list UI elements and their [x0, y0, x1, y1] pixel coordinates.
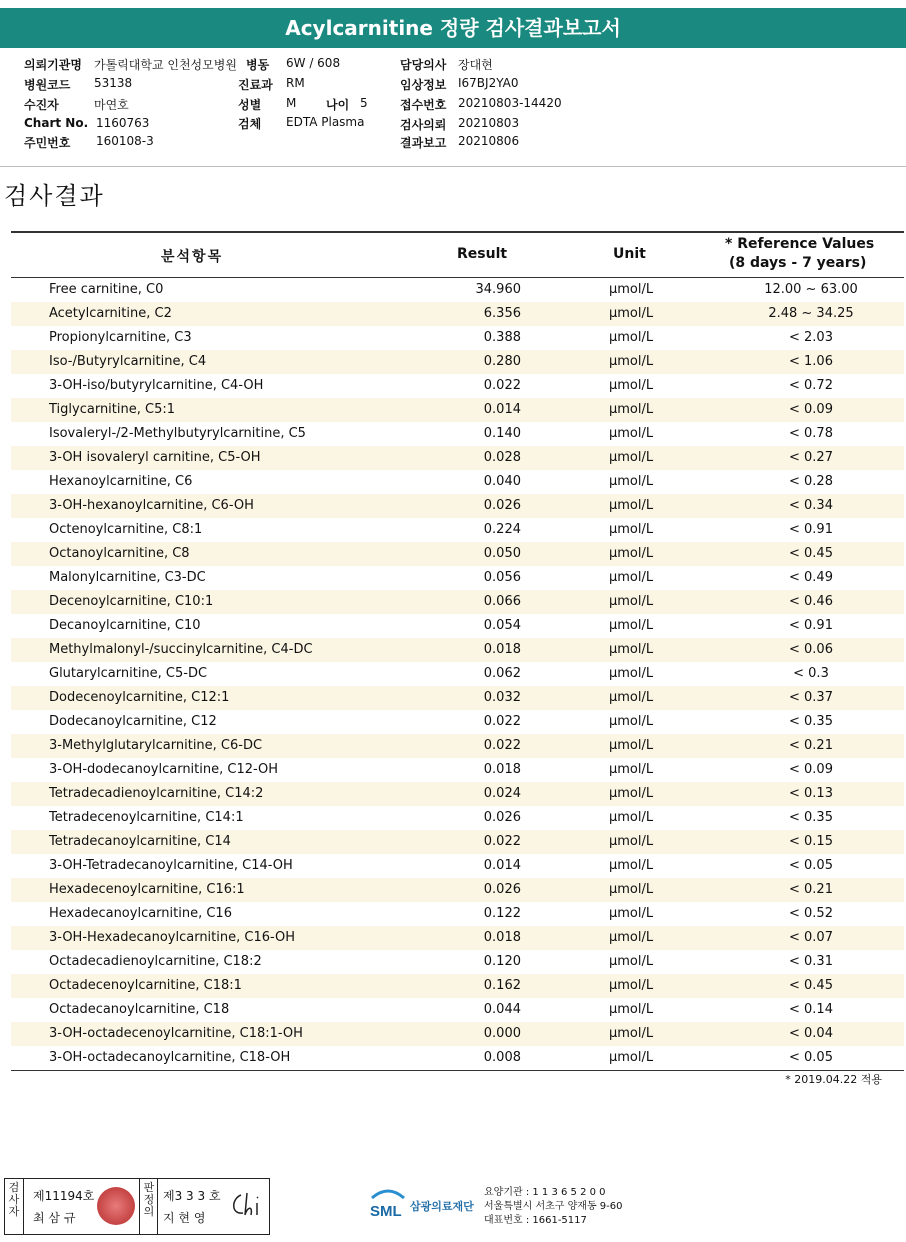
company-address: 서울특별시 서초구 양재동 9-60	[484, 1201, 623, 1212]
unit-value: μmol/L	[608, 498, 654, 513]
sig-divider	[139, 1179, 140, 1234]
table-row	[11, 854, 904, 878]
table-body	[11, 278, 904, 1070]
resident-label: 주민번호	[24, 136, 71, 150]
table-row	[11, 806, 904, 830]
unit-value: μmol/L	[608, 1026, 654, 1041]
age-label: 나이	[326, 98, 350, 112]
result-value: 0.122	[483, 906, 521, 921]
analyte-name: Dodecanoylcarnitine, C12	[49, 714, 217, 729]
table-row	[11, 686, 904, 710]
analyte-name: 3-OH-octadecenoylcarnitine, C18:1-OH	[49, 1026, 303, 1041]
reference-value: < 0.04	[789, 1026, 833, 1041]
specimen-value: EDTA Plasma	[286, 115, 365, 129]
patient-label: 수진자	[24, 98, 59, 112]
analyte-name: Tetradecenoylcarnitine, C14:1	[49, 810, 244, 825]
analyte-name: 3-OH-Tetradecanoylcarnitine, C14-OH	[49, 858, 293, 873]
unit-value: μmol/L	[608, 810, 654, 825]
reference-value: < 0.28	[789, 474, 833, 489]
header-result: Result	[457, 246, 508, 262]
table-row	[11, 350, 904, 374]
table-row	[11, 446, 904, 470]
clinical-label: 임상정보	[400, 78, 447, 92]
result-value: 0.018	[483, 642, 521, 657]
unit-value: μmol/L	[608, 666, 654, 681]
unit-value: μmol/L	[608, 522, 654, 537]
unit-value: μmol/L	[608, 546, 654, 561]
reference-value: < 0.06	[789, 642, 833, 657]
sml-logo-icon	[368, 1186, 408, 1222]
reference-value: < 0.52	[789, 906, 833, 921]
report-title: Acylcarnitine 정량 검사결과보고서	[0, 8, 906, 48]
reference-value: < 0.07	[789, 930, 833, 945]
approver-vertical-label: 판정의	[143, 1181, 155, 1218]
result-value: 0.022	[483, 738, 521, 753]
unit-value: μmol/L	[608, 306, 654, 321]
unit-value: μmol/L	[608, 1002, 654, 1017]
reference-value: < 0.09	[789, 762, 833, 777]
header-divider	[0, 166, 906, 167]
result-value: 0.280	[483, 354, 521, 369]
table-row	[11, 830, 904, 854]
ward-value: 6W / 608	[286, 56, 341, 70]
reference-value: < 0.91	[789, 522, 833, 537]
reference-value: < 0.05	[789, 1050, 833, 1065]
reference-value: < 0.3	[793, 666, 829, 681]
table-row	[11, 326, 904, 350]
result-value: 0.140	[483, 426, 521, 441]
analyte-name: Hexanoylcarnitine, C6	[49, 474, 193, 489]
reference-value: < 0.72	[789, 378, 833, 393]
seal-icon	[97, 1187, 135, 1225]
reference-value: < 0.35	[789, 714, 833, 729]
result-value: 0.018	[483, 762, 521, 777]
table-bottom-rule	[11, 1070, 904, 1071]
sig-divider	[157, 1179, 158, 1234]
unit-value: μmol/L	[608, 954, 654, 969]
analyte-name: Free carnitine, C0	[49, 282, 164, 297]
dept-value: RM	[286, 76, 305, 90]
analyte-name: Tetradecanoylcarnitine, C14	[49, 834, 231, 849]
result-value: 0.062	[483, 666, 521, 681]
table-row	[11, 470, 904, 494]
analyte-name: Glutarylcarnitine, C5-DC	[49, 666, 208, 681]
unit-value: μmol/L	[608, 594, 654, 609]
result-value: 0.000	[483, 1026, 521, 1041]
reference-value: < 0.45	[789, 978, 833, 993]
result-value: 0.026	[483, 882, 521, 897]
result-value: 0.066	[483, 594, 521, 609]
unit-value: μmol/L	[608, 906, 654, 921]
table-row	[11, 710, 904, 734]
header-reference-range: (8 days - 7 years)	[729, 255, 867, 271]
table-row	[11, 542, 904, 566]
analyte-name: Decanoylcarnitine, C10	[49, 618, 201, 633]
reference-value: < 0.45	[789, 546, 833, 561]
analyte-name: Hexadecanoylcarnitine, C16	[49, 906, 232, 921]
analyte-name: 3-OH-Hexadecanoylcarnitine, C16-OH	[49, 930, 296, 945]
analyte-name: Propionylcarnitine, C3	[49, 330, 192, 345]
table-row	[11, 1046, 904, 1070]
table-row	[11, 998, 904, 1022]
reference-value: < 0.35	[789, 810, 833, 825]
hospital-code-label: 병원코드	[24, 78, 71, 92]
result-value: 0.022	[483, 378, 521, 393]
table-row	[11, 926, 904, 950]
table-row	[11, 494, 904, 518]
table-row	[11, 950, 904, 974]
result-value: 0.044	[483, 1002, 521, 1017]
table-row	[11, 302, 904, 326]
footnote: * 2019.04.22 적용	[785, 1073, 882, 1086]
result-value: 0.014	[483, 858, 521, 873]
analyte-name: Octenoylcarnitine, C8:1	[49, 522, 203, 537]
result-value: 0.032	[483, 690, 521, 705]
result-value: 0.022	[483, 714, 521, 729]
unit-value: μmol/L	[608, 834, 654, 849]
unit-value: μmol/L	[608, 858, 654, 873]
inspector-license: 제11194호	[33, 1189, 95, 1203]
reference-value: < 0.31	[789, 954, 833, 969]
analyte-name: 3-OH isovaleryl carnitine, C5-OH	[49, 450, 261, 465]
unit-value: μmol/L	[608, 450, 654, 465]
unit-value: μmol/L	[608, 474, 654, 489]
unit-value: μmol/L	[608, 426, 654, 441]
reference-value: < 0.14	[789, 1002, 833, 1017]
signature-icon	[227, 1189, 265, 1223]
analyte-name: Octadecenoylcarnitine, C18:1	[49, 978, 242, 993]
result-value: 6.356	[483, 306, 521, 321]
table-row	[11, 974, 904, 998]
result-value: 34.960	[475, 282, 521, 297]
reference-value: < 0.34	[789, 498, 833, 513]
unit-value: μmol/L	[608, 354, 654, 369]
analyte-name: 3-OH-iso/butyrylcarnitine, C4-OH	[49, 378, 264, 393]
sex-value: M	[286, 96, 297, 110]
patient-info	[0, 54, 906, 162]
unit-value: μmol/L	[608, 978, 654, 993]
chart-value: 1160763	[96, 116, 150, 130]
doctor-value: 장대현	[458, 58, 493, 72]
table-row	[11, 734, 904, 758]
patient-value: 마연호	[94, 98, 129, 112]
clinical-value: I67BJ2YA0	[458, 76, 519, 90]
reference-value: < 0.78	[789, 426, 833, 441]
result-value: 0.162	[483, 978, 521, 993]
sex-label: 성별	[238, 98, 262, 112]
header-item: 분석항목	[161, 249, 224, 265]
reference-value: 12.00 ~ 63.00	[764, 282, 858, 297]
table-row	[11, 422, 904, 446]
analyte-name: 3-OH-octadecanoylcarnitine, C18-OH	[49, 1050, 291, 1065]
receipt-value: 20210803-14420	[458, 96, 562, 110]
inspector-vertical-label: 검사자	[8, 1181, 20, 1218]
approver-name: 지 현 영	[163, 1211, 206, 1225]
reference-value: 2.48 ~ 34.25	[768, 306, 854, 321]
sig-divider	[23, 1179, 24, 1234]
reference-value: < 0.27	[789, 450, 833, 465]
reference-value: < 1.06	[789, 354, 833, 369]
resident-value: 160108-3	[96, 134, 154, 148]
table-row	[11, 566, 904, 590]
analyte-name: Octadecadienoylcarnitine, C18:2	[49, 954, 262, 969]
unit-value: μmol/L	[608, 882, 654, 897]
table-row	[11, 1022, 904, 1046]
result-value: 0.054	[483, 618, 521, 633]
company-contact	[484, 1186, 623, 1228]
analyte-name: Malonylcarnitine, C3-DC	[49, 570, 206, 585]
reference-value: < 0.05	[789, 858, 833, 873]
request-date-label: 검사의뢰	[400, 118, 447, 132]
table-row	[11, 758, 904, 782]
analyte-name: Tetradecadienoylcarnitine, C14:2	[49, 786, 264, 801]
table-row	[11, 278, 904, 302]
analyte-name: Octanoylcarnitine, C8	[49, 546, 190, 561]
unit-value: μmol/L	[608, 642, 654, 657]
inspector-name: 최 삼 규	[33, 1211, 76, 1225]
result-value: 0.014	[483, 402, 521, 417]
chart-label: Chart No.	[24, 116, 89, 130]
result-value: 0.388	[483, 330, 521, 345]
requester-value: 가톨릭대학교 인천성모병원	[94, 58, 237, 72]
result-value: 0.040	[483, 474, 521, 489]
request-date-value: 20210803	[458, 116, 520, 130]
header-reference: * Reference Values	[725, 236, 875, 252]
results-table	[11, 231, 904, 1071]
result-value: 0.026	[483, 810, 521, 825]
reference-value: < 0.91	[789, 618, 833, 633]
requester-label: 의뢰기관명	[24, 58, 82, 72]
analyte-name: 3-Methylglutarylcarnitine, C6-DC	[49, 738, 263, 753]
result-value: 0.026	[483, 498, 521, 513]
table-header	[11, 233, 904, 278]
header-unit: Unit	[613, 246, 646, 262]
analyte-name: Dodecenoylcarnitine, C12:1	[49, 690, 230, 705]
company-name: 삼광의료재단	[410, 1200, 474, 1213]
table-row	[11, 662, 904, 686]
result-value: 0.018	[483, 930, 521, 945]
reference-value: < 0.13	[789, 786, 833, 801]
company-phone: 대표번호 : 1661-5117	[484, 1215, 587, 1226]
unit-value: μmol/L	[608, 762, 654, 777]
result-value: 0.028	[483, 450, 521, 465]
table-row	[11, 590, 904, 614]
reference-value: < 0.21	[789, 882, 833, 897]
analyte-name: Iso-/Butyrylcarnitine, C4	[49, 354, 207, 369]
unit-value: μmol/L	[608, 282, 654, 297]
table-row	[11, 638, 904, 662]
analyte-name: Methylmalonyl-/succinylcarnitine, C4-DC	[49, 642, 313, 657]
reference-value: < 0.21	[789, 738, 833, 753]
analyte-name: 3-OH-dodecanoylcarnitine, C12-OH	[49, 762, 279, 777]
reference-value: < 0.37	[789, 690, 833, 705]
unit-value: μmol/L	[608, 378, 654, 393]
unit-value: μmol/L	[608, 714, 654, 729]
unit-value: μmol/L	[608, 1050, 654, 1065]
report-date-value: 20210806	[458, 134, 520, 148]
unit-value: μmol/L	[608, 570, 654, 585]
unit-value: μmol/L	[608, 786, 654, 801]
table-row	[11, 518, 904, 542]
unit-value: μmol/L	[608, 330, 654, 345]
dept-label: 진료과	[238, 78, 273, 92]
specimen-label: 검체	[238, 117, 262, 131]
analyte-name: Isovaleryl-/2-Methylbutyrylcarnitine, C5	[49, 426, 306, 441]
approver-license: 제3 3 3 호	[163, 1189, 221, 1203]
reference-value: < 0.15	[789, 834, 833, 849]
unit-value: μmol/L	[608, 738, 654, 753]
result-value: 0.022	[483, 834, 521, 849]
analyte-name: Acetylcarnitine, C2	[49, 306, 172, 321]
hospital-code-value: 53138	[94, 76, 133, 90]
result-value: 0.224	[483, 522, 521, 537]
table-row	[11, 374, 904, 398]
unit-value: μmol/L	[608, 402, 654, 417]
analyte-name: Hexadecenoylcarnitine, C16:1	[49, 882, 245, 897]
reference-value: < 0.46	[789, 594, 833, 609]
table-row	[11, 902, 904, 926]
section-heading: 검사결과	[4, 182, 105, 210]
logo-text: SML	[370, 1203, 402, 1220]
analyte-name: Tiglycarnitine, C5:1	[49, 402, 176, 417]
unit-value: μmol/L	[608, 690, 654, 705]
age-value: 5	[360, 96, 368, 110]
unit-value: μmol/L	[608, 930, 654, 945]
doctor-label: 담당의사	[400, 58, 447, 72]
signature-box	[4, 1178, 270, 1235]
reference-value: < 0.49	[789, 570, 833, 585]
unit-value: μmol/L	[608, 618, 654, 633]
table-row	[11, 614, 904, 638]
ward-label: 병동	[246, 58, 270, 72]
result-value: 0.056	[483, 570, 521, 585]
result-value: 0.008	[483, 1050, 521, 1065]
reference-value: < 2.03	[789, 330, 833, 345]
report-date-label: 결과보고	[400, 136, 447, 150]
analyte-name: Decenoylcarnitine, C10:1	[49, 594, 214, 609]
table-row	[11, 398, 904, 422]
analyte-name: Octadecanoylcarnitine, C18	[49, 1002, 230, 1017]
analyte-name: 3-OH-hexanoylcarnitine, C6-OH	[49, 498, 254, 513]
table-row	[11, 782, 904, 806]
table-row	[11, 878, 904, 902]
receipt-label: 접수번호	[400, 98, 447, 112]
agency-code: 요양기관 : 1 1 3 6 5 2 0 0	[484, 1187, 606, 1198]
result-value: 0.024	[483, 786, 521, 801]
reference-value: < 0.09	[789, 402, 833, 417]
result-value: 0.120	[483, 954, 521, 969]
result-value: 0.050	[483, 546, 521, 561]
